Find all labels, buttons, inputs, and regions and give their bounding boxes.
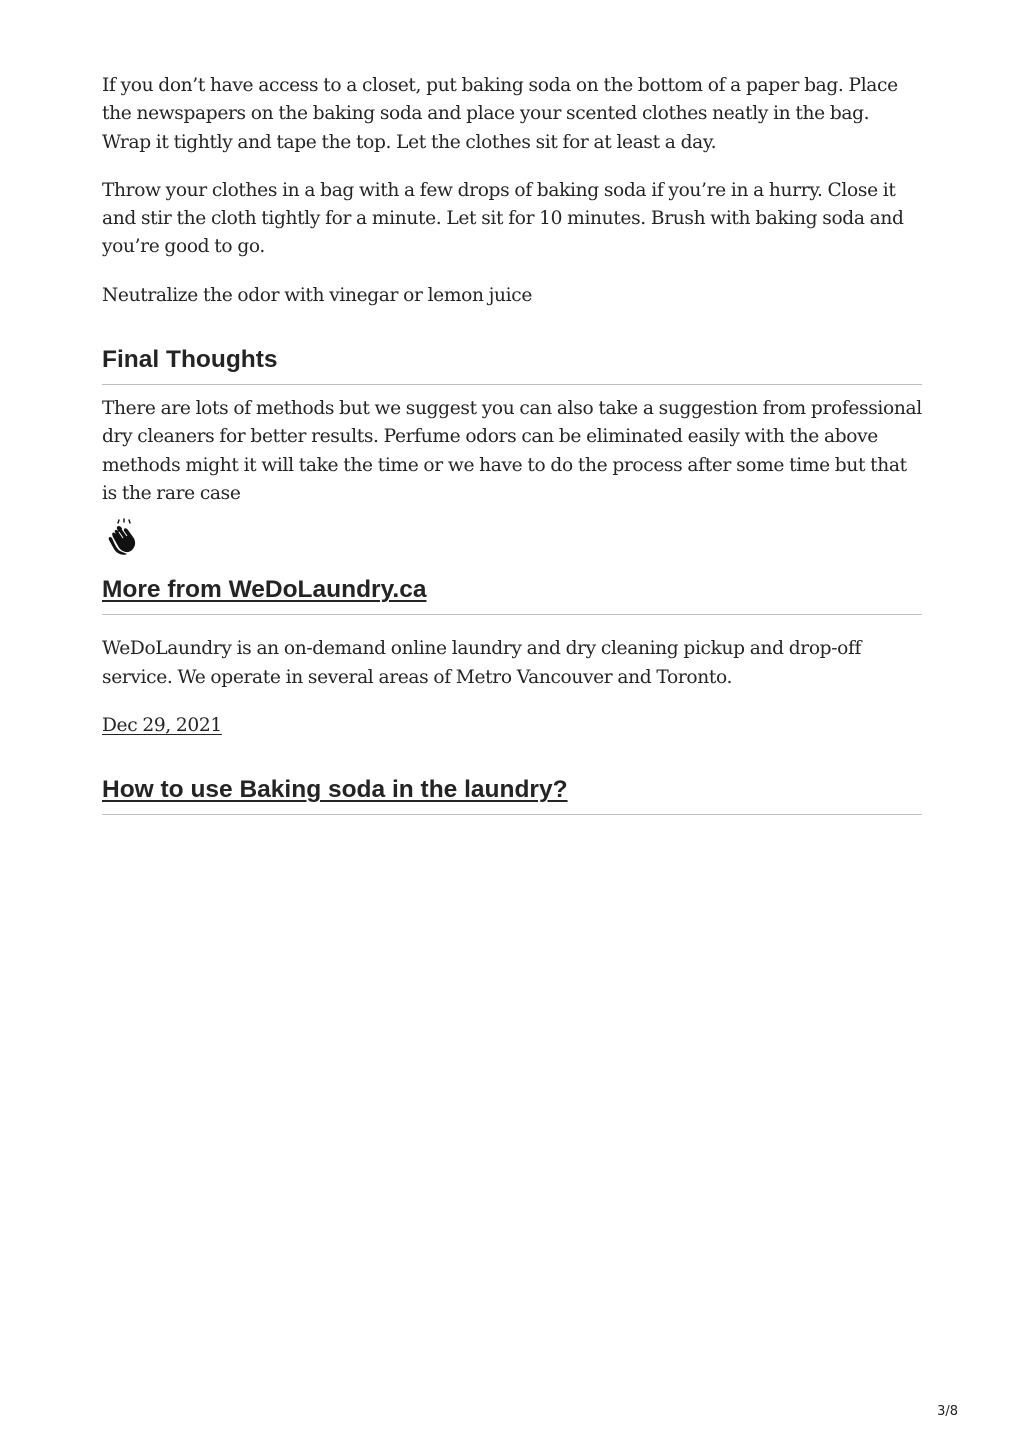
post-date <box>102 712 922 740</box>
post-title-heading[interactable] <box>102 774 922 815</box>
paragraph-neutralize: Neutralize the odor with vinegar or lemon juice <box>102 284 532 306</box>
article-content <box>102 72 922 815</box>
page-number: 3/8 <box>937 1404 958 1419</box>
paragraph-hurry: Throw your clothes in a bag with a few drops of baking soda if you’re in a hurry. Close it and stir the cloth tightly for a minute. Let sit for 10 minutes. Brush with baking soda and you’re good to go. <box>102 179 904 258</box>
final-thoughts-heading: Final Thoughts <box>102 344 922 385</box>
final-thoughts-paragraph: There are lots of methods but we suggest you can also take a suggestion from professional dry cleaners for better results. Perfume odors can be eliminated easily with the above methods might it will take the time or we have to do the process after some time but that is the rare case <box>102 398 922 504</box>
more-from-heading[interactable] <box>102 574 922 615</box>
post-date-link[interactable]: Dec 29, 2021 <box>102 714 222 736</box>
publication-description: WeDoLaundry is an on-demand online laundry and dry cleaning pickup and drop-off service. We operate in several areas of Metro Vancouver and Toronto. <box>102 638 862 688</box>
post-title-link[interactable]: How to use Baking soda in the laundry? <box>102 776 568 804</box>
clapping-hands-icon[interactable] <box>106 518 142 558</box>
paragraph-closet: If you don’t have access to a closet, put baking soda on the bottom of a paper bag. Place the newspapers on the baking soda and place your scented clothes neatly in the bag. Wrap it tightly and tape the top. Let the clothes sit for at least a day. <box>102 75 898 153</box>
more-from-link[interactable]: More from WeDoLaundry.ca <box>102 576 427 604</box>
